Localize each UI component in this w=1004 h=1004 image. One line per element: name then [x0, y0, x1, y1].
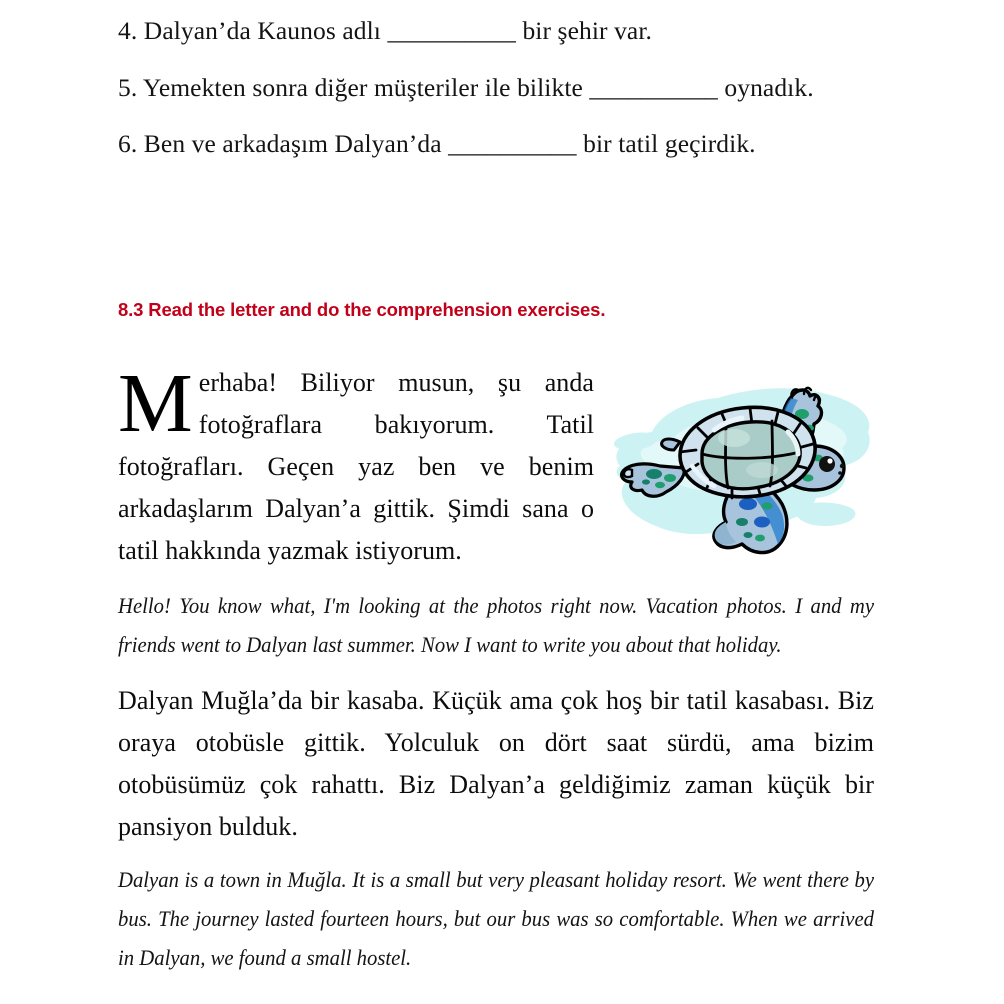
turtle-shell — [680, 407, 815, 498]
letter-paragraph-english-2: Dalyan is a town in Muğla. It is a small but very pleasant holiday resort. We went there by bus. The journey lasted fourteen hours, but our bus was so comfortable. When we arrived in Dalyan, we found a small hostel. — [118, 867, 875, 970]
sea-turtle-illustration — [602, 370, 874, 558]
fill-in-blank-questions — [118, 18, 918, 188]
section-heading-8-3: 8.3 Read the letter and do the comprehension exercises. — [118, 299, 606, 320]
question-item-4 — [118, 18, 918, 44]
question-5-text: 5. Yemekten sonra diğer müşteriler ile bilikte __________ oynadık. — [118, 72, 814, 102]
letter-paragraph-turkish-2: Dalyan Muğla’da bir kasaba. Küçük ama çok hoş bir tatil kasabası. Biz oraya otobüsle gittik. Yolculuk on dört saat sürdü, ama bizim otobüsümüz çok rahattı. Biz Dalyan’a geldiğimiz zaman küçük bir pansiyon bulduk. — [118, 686, 874, 841]
turtle-illustration-float — [602, 370, 874, 558]
question-4-text: 4. Dalyan’da Kaunos adlı __________ bir şehir var. — [118, 16, 653, 45]
question-6-text: 6. Ben ve arkadaşım Dalyan’da __________ bir tatil geçirdik. — [118, 129, 756, 158]
letter-paragraph-english-1: Hello! You know what, I'm looking at the photos right now. Vacation photos. I and my friends went to Dalyan last summer. Now I want to write you about that holiday. — [118, 593, 875, 657]
letter-paragraph-turkish-1-text: erhaba! Biliyor musun, şu anda fotoğraflara bakıyorum. Tatil fotoğrafları. Geçen yaz ben ve benim arkadaşlarım Dalyan’a gittik. Şimdi sana o tatil hakkında yazmak istiyorum. — [118, 368, 594, 565]
question-item-5 — [118, 72, 918, 102]
question-item-6 — [118, 131, 918, 157]
letter-body — [118, 357, 875, 977]
dropcap-letter: M — [118, 357, 193, 450]
